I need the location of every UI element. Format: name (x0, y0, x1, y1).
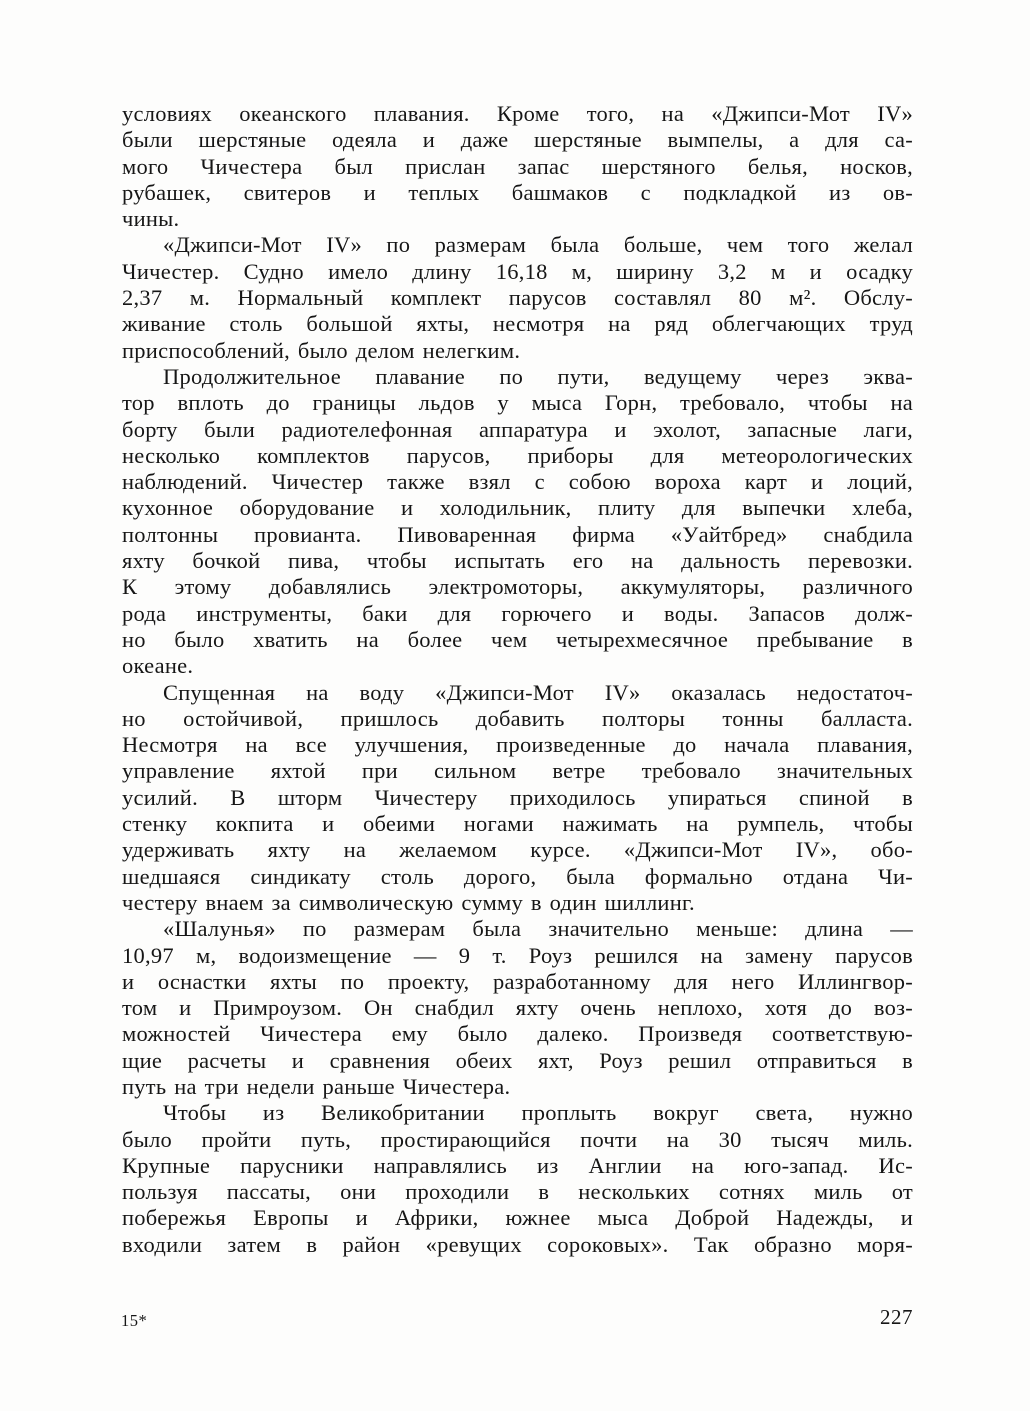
text-line: Продолжительное плавание по пути, ведущему через эква- (163, 363, 913, 389)
text-line: 10,97 м, водоизмещение — 9 т. Роуз решился на замену парусов (122, 942, 913, 968)
text-line: полтонны провианта. Пивоваренная фирма «Уайтбред» снабдила (122, 521, 913, 547)
text-line: честеру внаем за символическую сумму в один шиллинг. (122, 889, 695, 915)
text-line: мого Чичестера был прислан запас шерстяного белья, носков, (122, 153, 913, 179)
text-line: условиях океанского плавания. Кроме того, на «Джипси-Мот IV» (122, 101, 913, 126)
text-line: рубашек, свитеров и теплых башмаков с подкладкой из ов- (122, 179, 913, 205)
text-line: приспособлений, было делом нелегким. (122, 337, 521, 363)
text-line: и оснастки яхты по проекту, разработанному для него Иллингвор- (122, 968, 913, 994)
text-line: были шерстяные одеяла и даже шерстяные вымпелы, а для са- (122, 127, 913, 153)
text-line: удерживать яхту на желаемом курсе. «Джипси-Мот IV», обо- (122, 837, 913, 863)
text-line: стенку кокпита и обеими ногами нажимать на румпель, чтобы (122, 811, 913, 837)
text-line: рода инструменты, баки для горючего и воды. Запасов долж- (122, 600, 913, 626)
text-line: «Джипси-Мот IV» по размерам была больше, чем того желал (163, 232, 913, 258)
text-line: Спущенная на воду «Джипси-Мот IV» оказалась недостаточ- (163, 679, 913, 705)
text-line: К этому добавлялись электромоторы, аккумуляторы, различного (122, 574, 913, 600)
page-number: 227 (880, 1305, 913, 1329)
text-line: побережья Европы и Африки, южнее мыса Доброй Надежды, и (122, 1205, 913, 1231)
text-line: 2,37 м. Нормальный комплект парусов составлял 80 м². Обслу- (122, 285, 913, 311)
text-line: Чтобы из Великобритании проплыть вокруг света, нужно (163, 1100, 913, 1126)
text-line: но было хватить на более чем четырехмесячное пребывание в (122, 626, 913, 652)
text-line: борту были радиотелефонная аппаратура и эхолот, запасные лаги, (122, 416, 913, 442)
text-line: шедшаяся синдикату столь дорого, была формально отдана Чи- (122, 863, 913, 889)
text-line: Чичестер. Судно имело длину 16,18 м, ширину 3,2 м и осадку (122, 258, 913, 284)
text-line: но остойчивой, пришлось добавить полторы тонны балласта. (122, 705, 913, 731)
text-line: наблюдений. Чичестер также взял с собою вороха карт и лоций, (122, 469, 913, 495)
text-line: щие расчеты и сравнения обеих яхт, Роуз решил отправиться в (122, 1047, 913, 1073)
text-line: путь на три недели раньше Чичестера. (122, 1073, 511, 1099)
text-line: том и Примроузом. Он снабдил яхту очень неплохо, хотя до воз- (122, 995, 913, 1021)
text-line: тор вплоть до границы льдов у мыса Горн, требовало, чтобы на (122, 390, 913, 416)
text-line: Несмотря на все улучшения, произведенные до начала плавания, (122, 732, 913, 758)
text-line: чины. (122, 206, 180, 232)
body-text (122, 101, 913, 1258)
text-line: можностей Чичестера ему было далеко. Произведя соответствую- (122, 1021, 913, 1047)
signature-mark: 15* (121, 1311, 148, 1330)
text-line: было пройти путь, простирающийся почти на 30 тысяч миль. (122, 1126, 913, 1152)
text-line: несколько комплектов парусов, приборы для метеорологических (122, 442, 913, 468)
text-line: «Шалунья» по размерам была значительно меньше: длина — (163, 916, 913, 942)
text-line: управление яхтой при сильном ветре требовало значительных (122, 758, 913, 784)
text-line: пользуя пассаты, они проходили в нескольких сотнях миль от (122, 1179, 913, 1205)
text-line: кухонное оборудование и холодильник, плиту для выпечки хлеба, (122, 495, 913, 521)
text-line: живание столь большой яхты, несмотря на ряд облегчающих труд (122, 311, 913, 337)
text-line: Крупные парусники направлялись из Англии на юго-запад. Ис- (122, 1152, 913, 1178)
text-line: усилий. В шторм Чичестеру приходилось упираться спиной в (122, 784, 913, 810)
text-line: яхту бочкой пива, чтобы испытать его на дальность перевозки. (122, 548, 913, 574)
text-line: океане. (122, 653, 194, 679)
text-line: входили затем в район «ревущих сороковых». Так образно моря- (122, 1231, 913, 1257)
